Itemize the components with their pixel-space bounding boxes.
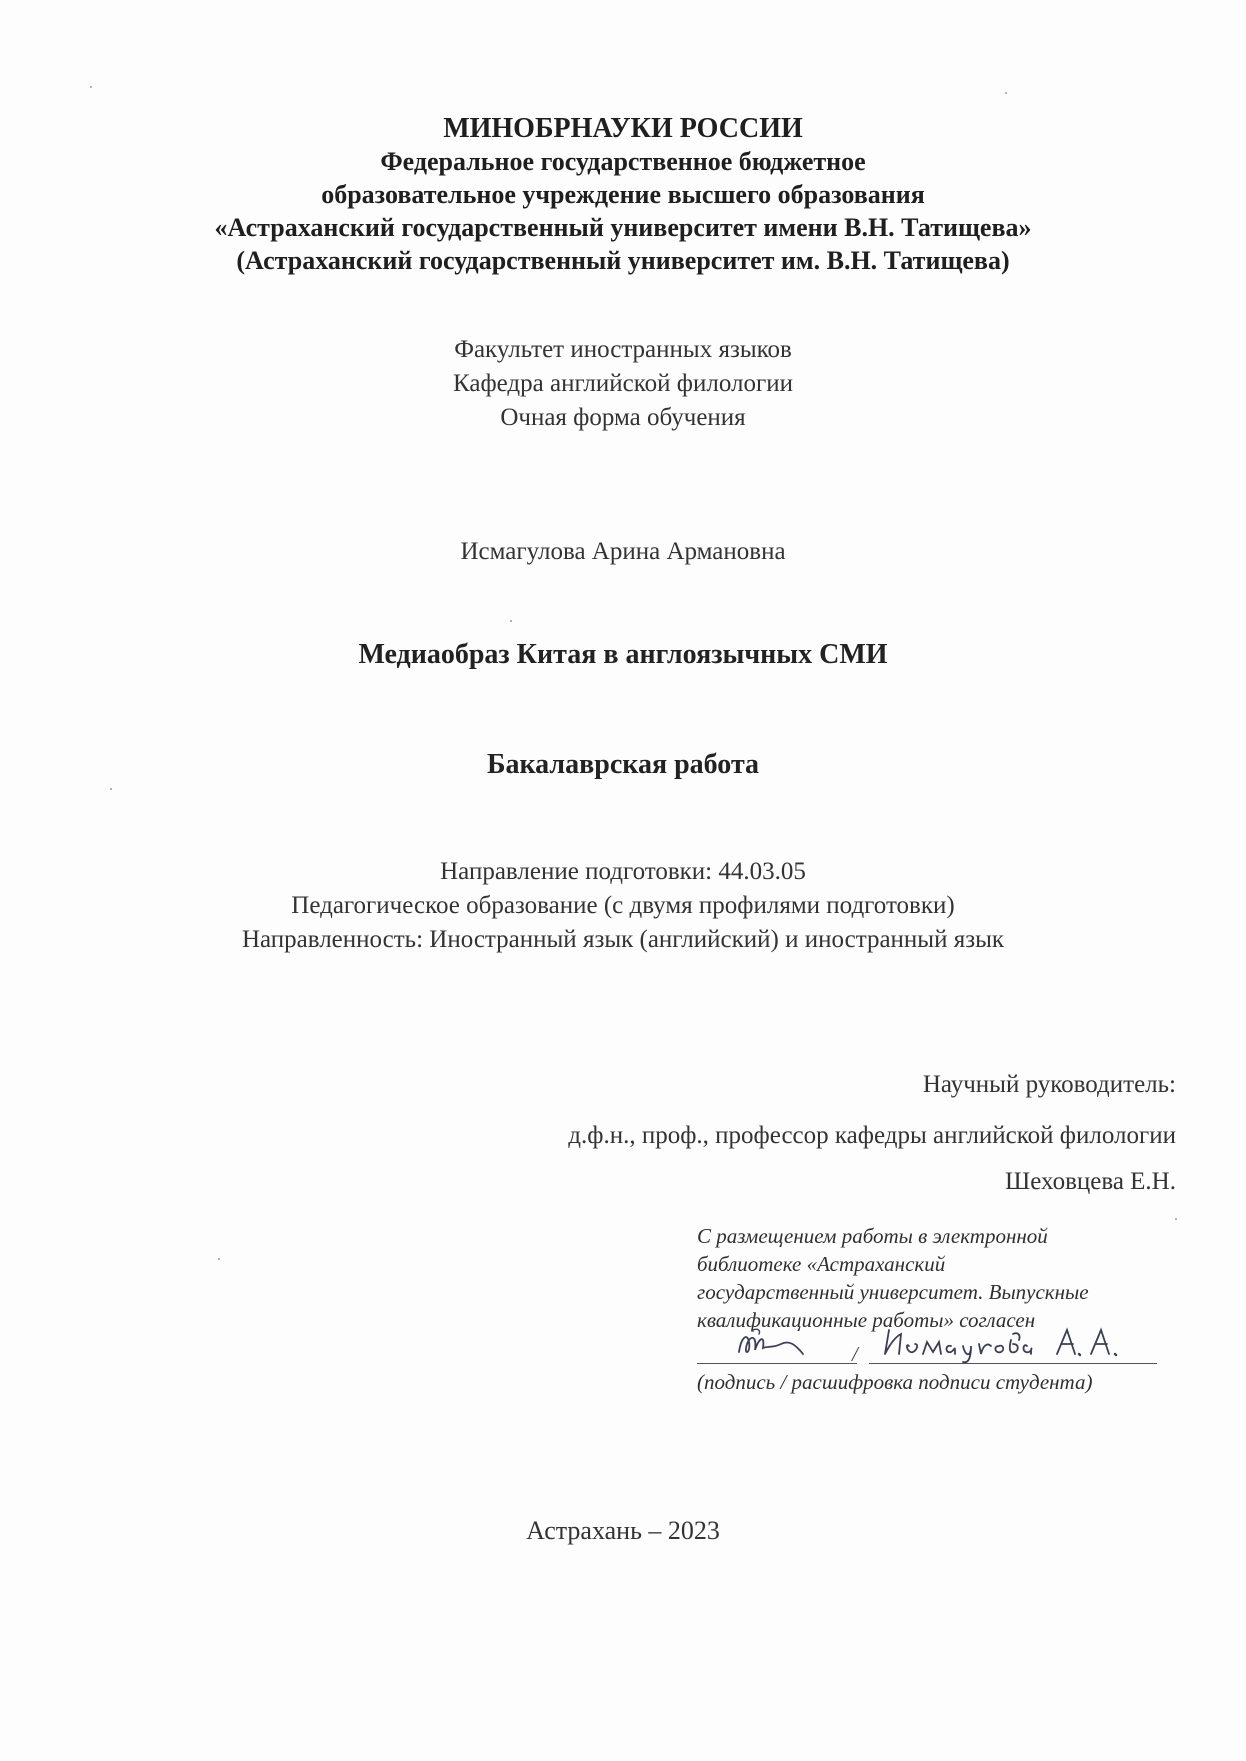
signature-caption: (подпись / расшифровка подписи студента) [697,1370,1093,1394]
direction-focus: Направленность: Иностранный язык (английский) и иностранный язык [241,926,1005,953]
ministry-name: МИНОБРНАУКИ РОССИИ [443,113,803,144]
student-signature [733,1324,813,1364]
institution-line-2: образовательное учреждение высшего образования [321,180,925,209]
supervisor-degree: д.ф.н., проф., профессор кафедры английской филологии [568,1122,1176,1149]
scan-speck [110,788,112,790]
direction-code: Направление подготовки: 44.03.05 [440,858,806,885]
thesis-title: Медиаобраз Китая в англоязычных СМИ [358,639,888,670]
institution-header [0,112,1246,277]
supervisor-label: Научный руководитель: [922,1071,1176,1098]
consent-line-1: С размещением работы в электронной [697,1224,1048,1248]
city-year: Астрахань – 2023 [526,1516,720,1545]
publication-consent [697,1222,1177,1396]
handwritten-decoding [877,1320,1147,1364]
consent-line-2: библиотеке «Астраханский [697,1252,946,1276]
university-full-name: «Астраханский государственный университет имени В.Н. Татищева» [214,213,1032,242]
faculty-block [0,333,1246,435]
direction-program: Педагогическое образование (с двумя профилями подготовки) [291,892,955,919]
scan-speck [1005,92,1007,94]
faculty-name: Факультет иностранных языков [454,336,792,363]
university-short-name: (Астраханский государственный университет им. В.Н. Татищева) [236,246,1010,275]
scan-speck [90,86,92,88]
department-name: Кафедра английской филологии [453,370,793,397]
study-form: Очная форма обучения [500,404,746,431]
signature-row [697,1334,1177,1368]
scan-speck [510,620,512,622]
work-type: Бакалаврская работа [486,749,760,780]
supervisor-name: Шеховцева Е.Н. [1005,1168,1176,1195]
scan-speck [1175,1218,1177,1220]
institution-line-1: Федеральное государственное бюджетное [380,147,866,176]
study-direction-block [0,855,1246,957]
scan-speck [218,1258,220,1260]
signature-separator: / [852,1342,858,1366]
author-name: Исмагулова Арина Армановна [460,538,786,565]
consent-line-3: государственный университет. Выпускные [697,1280,1089,1304]
consent-line-4: квалификационные работы» согласен [697,1308,1036,1332]
